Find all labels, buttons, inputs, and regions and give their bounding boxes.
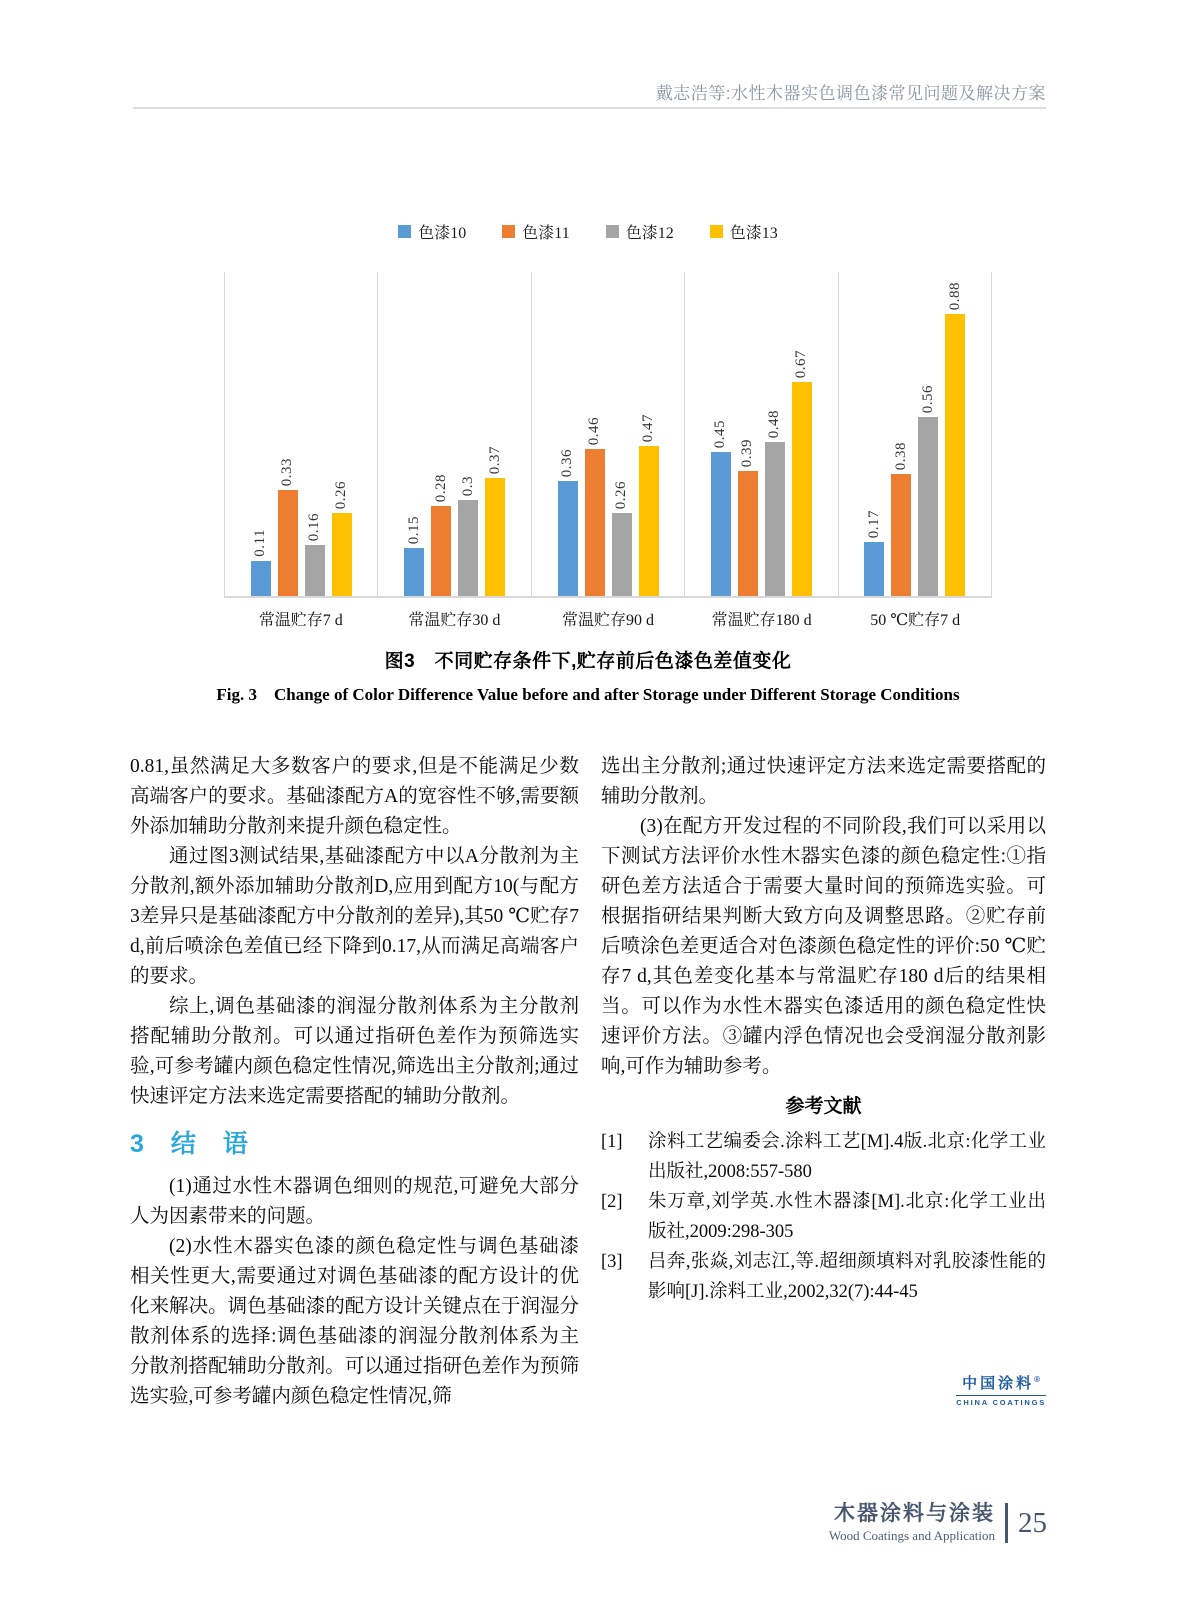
bar-value-label: 0.36 xyxy=(559,448,576,477)
category-label: 50 ℃贮存7 d xyxy=(870,612,961,629)
paragraph: (3)在配方开发过程的不同阶段,我们可以采用以下测试方法评价水性木器实色漆的颜色稳定性:①指研色差方法适合于需要大量时间的预筛选实验。可根据指研结果判断大致方向及调整思路。②贮存前后喷涂色差更适合对色漆颜色稳定性的评价:50 ℃贮存7 d,其色差变化基本与常温贮存180 d后的结果相当。可以作为水性木器实色漆适用的颜色稳定性快速评价方法。③罐内浮色情况也会受润湿分散剂影响,可作为辅助参考。 xyxy=(601,816,1046,1077)
bar xyxy=(585,449,605,596)
legend-label: 色漆13 xyxy=(729,224,778,242)
figure-caption-en: Fig. 3 Change of Color Difference Value before and after Storage under Different Storage Conditions xyxy=(216,685,960,704)
bar-cell xyxy=(458,476,478,596)
paragraph: (1)通过水性木器调色细则的规范,可避免大部分人为因素带来的问题。 xyxy=(130,1176,579,1227)
chart-plot xyxy=(224,272,992,598)
bar xyxy=(251,561,271,596)
legend-swatch xyxy=(502,225,515,238)
bar-cell xyxy=(278,458,298,596)
legend-item xyxy=(606,220,674,243)
bar-cell xyxy=(864,510,884,596)
chart-legend xyxy=(130,222,1046,240)
chart-panel xyxy=(684,272,837,596)
bar xyxy=(918,417,938,596)
bar xyxy=(458,500,478,596)
bar-cell xyxy=(332,481,352,596)
paragraph: 综上,调色基础漆的润湿分散剂体系为主分散剂搭配辅助分散剂。可以通过指研色差作为预筛选实验,可参考罐内颜色稳定性情况,筛选出主分散剂;通过快速评定方法来选定需要搭配的辅助分散剂。 xyxy=(130,996,579,1107)
bar xyxy=(278,490,298,596)
bar-cell xyxy=(945,282,965,596)
right-column xyxy=(601,752,1046,1307)
bar-cell xyxy=(404,516,424,596)
bar-value-label: 0.28 xyxy=(432,473,449,502)
reference-item xyxy=(601,1187,1046,1247)
legend-swatch xyxy=(710,225,723,238)
bar-value-label: 0.16 xyxy=(306,512,323,541)
bar-value-label: 0.88 xyxy=(946,281,963,310)
header-divider xyxy=(133,107,1046,109)
reference-marker: [3] xyxy=(601,1252,623,1272)
category-label: 常温贮存30 d xyxy=(408,612,501,629)
legend-label: 色漆12 xyxy=(625,224,674,242)
footer-journal-en: Wood Coatings and Application xyxy=(828,1528,995,1543)
bar-value-label: 0.56 xyxy=(919,384,936,413)
legend-label: 色漆10 xyxy=(418,224,467,242)
reference-marker: [2] xyxy=(601,1192,623,1212)
bar xyxy=(404,548,424,596)
logo-text-en: CHINA COATINGS xyxy=(956,1398,1046,1407)
category-label: 常温贮存180 d xyxy=(711,612,812,629)
logo-text-cn: 中国涂料® xyxy=(962,1375,1041,1392)
paragraph: 选出主分散剂;通过快速评定方法来选定需要搭配的辅助分散剂。 xyxy=(601,756,1046,807)
bar xyxy=(738,471,758,596)
logo-divider xyxy=(956,1395,1046,1396)
figure-3 xyxy=(130,222,1046,705)
bar-cell xyxy=(711,420,731,596)
bar-value-label: 0.26 xyxy=(613,480,630,509)
bar-value-label: 0.47 xyxy=(640,413,657,442)
bar xyxy=(792,382,812,596)
category-label: 常温贮存7 d xyxy=(258,612,343,629)
running-head: 戴志浩等:水性木器实色调色漆常见问题及解决方案 xyxy=(655,84,1046,103)
reference-item xyxy=(601,1247,1046,1307)
reference-text: 涂料工艺编委会.涂料工艺[M].4版.北京:化学工业出版社,2008:557-580 xyxy=(648,1132,1046,1182)
bar-cell xyxy=(431,474,451,596)
section-heading: 3 结 语 xyxy=(130,1130,249,1158)
bar xyxy=(711,452,731,596)
reference-text: 朱万章,刘学英.水性木器漆[M].北京:化学工业出版社,2009:298-305 xyxy=(648,1192,1046,1242)
paragraph: 0.81,虽然满足大多数客户的要求,但是不能满足少数高端客户的要求。基础漆配方A的宽容性不够,需要额外添加辅助分散剂来提升颜色稳定性。 xyxy=(130,756,579,837)
chart-panel xyxy=(838,272,992,596)
bar xyxy=(945,314,965,596)
references-heading: 参考文献 xyxy=(785,1096,862,1117)
bar-value-label: 0.39 xyxy=(739,438,756,467)
china-coatings-logo xyxy=(956,1372,1046,1407)
bar-value-label: 0.15 xyxy=(405,515,422,544)
bar xyxy=(612,513,632,596)
legend-swatch xyxy=(398,225,411,238)
registered-mark: ® xyxy=(1034,1375,1041,1384)
chart-panel xyxy=(224,272,377,596)
legend-item xyxy=(398,220,466,243)
bar xyxy=(332,513,352,596)
bar-cell xyxy=(558,449,578,596)
legend-item xyxy=(710,220,778,243)
reference-item xyxy=(601,1127,1046,1187)
bar-value-label: 0.48 xyxy=(766,409,783,438)
chart-panel xyxy=(377,272,530,596)
bar xyxy=(558,481,578,596)
bar-value-label: 0.3 xyxy=(459,475,476,496)
bar-value-label: 0.26 xyxy=(333,480,350,509)
category-label: 常温贮存90 d xyxy=(561,612,654,629)
bar-cell xyxy=(639,414,659,596)
bar-cell xyxy=(891,442,911,596)
reference-text: 吕奔,张焱,刘志江,等.超细颜填料对乳胶漆性能的影响[J].涂料工业,2002,32(7):44-45 xyxy=(648,1252,1046,1302)
figure-caption-cn: 图3 不同贮存条件下,贮存前后色漆色差值变化 xyxy=(384,651,792,672)
bar-value-label: 0.38 xyxy=(892,441,909,470)
bar-cell xyxy=(305,513,325,596)
bar-cell xyxy=(738,439,758,596)
bar-cell xyxy=(612,481,632,596)
legend-item xyxy=(502,220,569,243)
paragraph: (2)水性木器实色漆的颜色稳定性与调色基础漆相关性更大,需要通过对调色基础漆的配方设计的优化来解决。调色基础漆的配方设计关键点在于润湿分散剂体系的选择:调色基础漆的润湿分散剂体系为主分散剂搭配辅助分散剂。可以通过指研色差作为预筛选实验,可参考罐内颜色稳定性情况,筛 xyxy=(130,1236,579,1407)
paragraph: 通过图3测试结果,基础漆配方中以A分散剂为主分散剂,额外添加辅助分散剂D,应用到配方10(与配方3差异只是基础漆配方中分散剂的差异),其50 ℃贮存7 d,前后喷涂色差值已经下降到0.17,从而满足高端客户的要求。 xyxy=(130,846,579,987)
bar-cell xyxy=(251,529,271,596)
bar-cell xyxy=(792,350,812,596)
footer-divider xyxy=(1005,1503,1008,1543)
bar-value-label: 0.17 xyxy=(865,509,882,538)
bar xyxy=(891,474,911,596)
bar-value-label: 0.33 xyxy=(279,457,296,486)
chart-panel xyxy=(531,272,684,596)
bar-value-label: 0.45 xyxy=(712,419,729,448)
page-footer xyxy=(829,1503,1047,1543)
bar xyxy=(431,506,451,596)
chart-category-axis xyxy=(224,598,992,630)
bar-value-label: 0.46 xyxy=(586,416,603,445)
footer-journal-block xyxy=(829,1503,995,1543)
legend-swatch xyxy=(606,225,619,238)
bar xyxy=(639,446,659,596)
page-number: 25 xyxy=(1018,1507,1047,1539)
legend-label: 色漆11 xyxy=(522,224,570,242)
bar xyxy=(305,545,325,596)
bar-value-label: 0.67 xyxy=(793,349,810,378)
bar xyxy=(485,478,505,596)
bar xyxy=(765,442,785,596)
bar-cell xyxy=(918,385,938,596)
bar-cell xyxy=(585,417,605,596)
bar-cell xyxy=(485,446,505,596)
bar-value-label: 0.11 xyxy=(252,529,269,557)
bar-cell xyxy=(765,410,785,596)
left-column xyxy=(130,752,579,1412)
bar xyxy=(864,542,884,596)
bar-value-label: 0.37 xyxy=(486,445,503,474)
reference-marker: [1] xyxy=(601,1132,623,1152)
footer-journal-cn: 木器涂料与涂装 xyxy=(834,1502,995,1525)
